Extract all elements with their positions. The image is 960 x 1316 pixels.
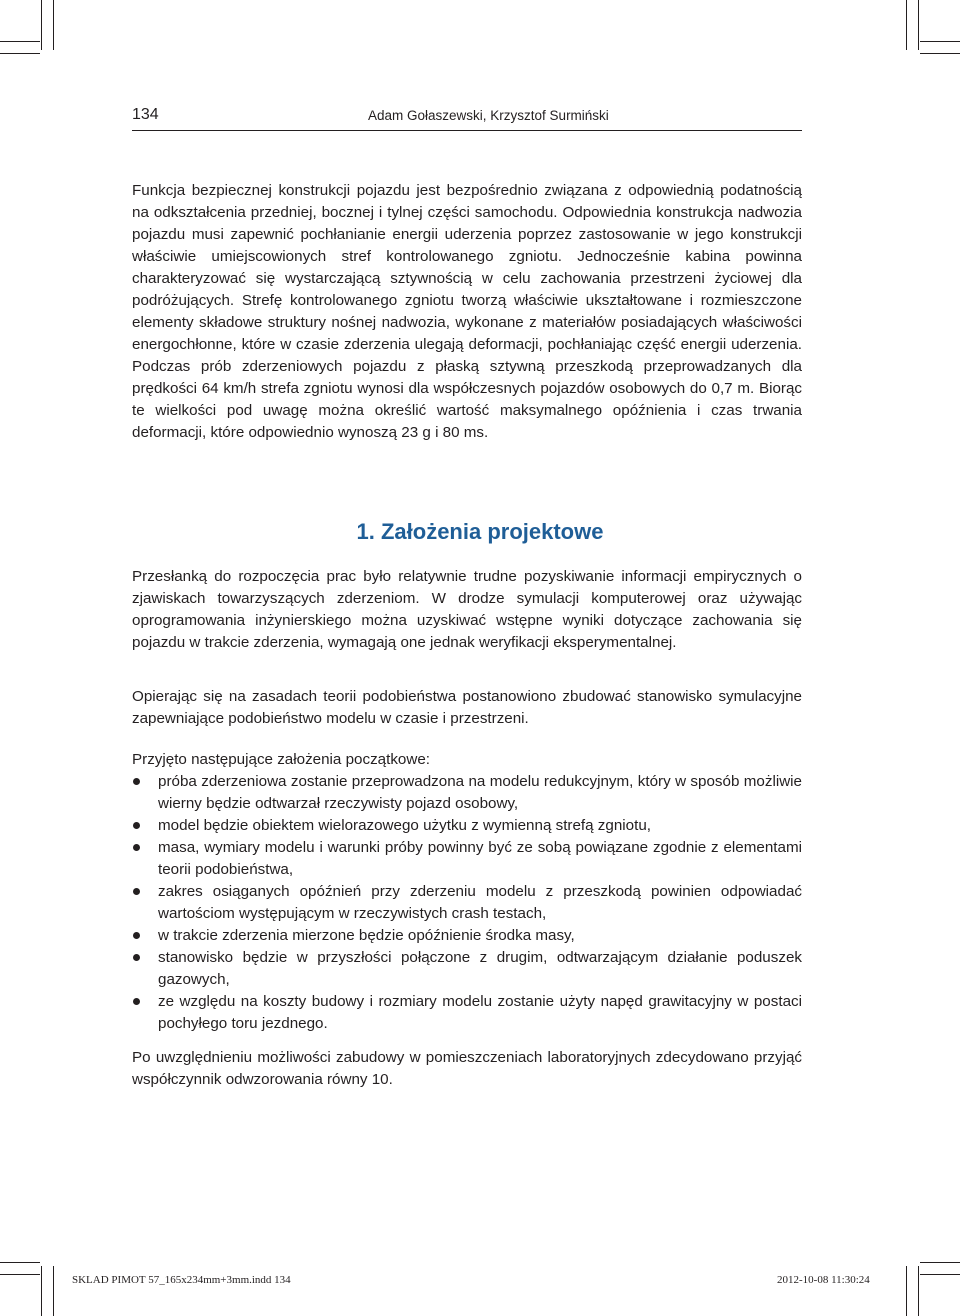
crop-mark	[0, 1262, 40, 1263]
list-item-text: model będzie obiektem wielorazowego użytku z wymienną strefą zgniotu,	[158, 817, 652, 834]
list-item	[132, 947, 802, 991]
bullet-icon	[133, 822, 140, 829]
crop-mark	[906, 1266, 907, 1316]
section-paragraph-3: Po uwzględnieniu możliwości zabudowy w pomieszczeniach laboratoryjnych zdecydowano przyjąć współczynnik odwzorowania równy 10.	[132, 1049, 802, 1088]
list-item	[132, 881, 802, 925]
list-item-text: w trakcie zderzenia mierzone będzie opóźnienie środka masy,	[158, 927, 575, 944]
crop-mark	[920, 1274, 960, 1275]
list-item-text: ze względu na koszty budowy i rozmiary modelu zostanie użyty napęd grawitacyjny w postaci pochyłego toru jezdnego.	[158, 993, 802, 1032]
crop-mark	[0, 1274, 40, 1275]
section-heading: 1. Założenia projektowe	[356, 519, 604, 544]
crop-mark	[918, 0, 919, 50]
bullet-icon	[133, 954, 140, 961]
crop-mark	[920, 1262, 960, 1263]
bullet-icon	[133, 888, 140, 895]
section-paragraph-1: Przesłanką do rozpoczęcia prac było relatywnie trudne pozyskiwanie informacji empirycznych o zjawiskach towarzyszących zderzeniom. W drodze symulacji komputerowej oraz używając oprogramowania inżynierskiego można uzyskiwać wstępne wyniki dotyczące zachowania się pojazdu w trakcie zderzenia, wymagają one jednak weryfikacji eksperymentalnej.	[132, 568, 802, 651]
crop-mark	[0, 53, 40, 54]
assumptions-intro: Przyjęto następujące założenia początkowe:	[132, 751, 431, 768]
crop-mark	[920, 53, 960, 54]
bullet-icon	[133, 844, 140, 851]
section-paragraph-2: Opierając się na zasadach teorii podobieństwa postanowiono zbudować stanowisko symulacyjne zapewniające podobieństwo modelu w czasie i przestrzeni.	[132, 688, 802, 727]
list-item-text: próba zderzeniowa zostanie przeprowadzona na modelu redukcyjnym, który w sposób możliwie wierny będzie odtwarzał rzeczywisty pojazd osobowy,	[158, 773, 802, 812]
slug-filename: SKLAD PIMOT 57_165x234mm+3mm.indd 134	[72, 1274, 291, 1286]
list-item	[132, 837, 802, 881]
page-number: 134	[132, 106, 159, 123]
list-item-text: stanowisko będzie w przyszłości połączone z drugim, odtwarzającym działanie poduszek gazowych,	[158, 949, 802, 988]
list-item	[132, 925, 802, 947]
list-item-text: masa, wymiary modelu i warunki próby powinny być ze sobą powiązane zgodnie z elementami teorii podobieństwa,	[158, 839, 802, 878]
crop-mark	[920, 41, 960, 42]
crop-mark	[906, 0, 907, 50]
intro-paragraph: Funkcja bezpiecznej konstrukcji pojazdu jest bezpośrednio związana z odpowiednią podatnością na odkształcenia przedniej, bocznej i tylnej części samochodu. Odpowiednia konstrukcja nadwozia pojazdu musi zapewnić pochłanianie energii uderzenia poprzez zastosowanie w jego konstrukcji właściwie umiejscowionych stref kontrolowanego zgniotu. Jednocześnie kabina powinna charakteryzować się wystarczającą sztywnością w celu zachowania przestrzeni życiowej dla podróżujących. Strefę kontrolowanego zgniotu tworzą właściwie ukształtowane i rozmieszczone elementy składowe struktury nośnej nadwozia, wykonane z materiałów posiadających właściwości energochłonne, które w czasie zderzenia ulegają deformacji, pochłaniając część energii uderzenia. Podczas prób zderzeniowych pojazdu z płaską sztywną przeszkodą przeprowadzanych dla prędkości 64 km/h strefa zgniotu wynosi dla współczesnych pojazdów osobowych do 0,7 m. Biorąc te wielkości pod uwagę można określić wartość maksymalnego opóźnienia i czas trwania deformacji, które odpowiednio wynoszą 23 g i 80 ms.	[132, 182, 802, 441]
bullet-icon	[133, 998, 140, 1005]
authors: Adam Gołaszewski, Krzysztof Surmiński	[368, 108, 609, 123]
bullet-icon	[133, 778, 140, 785]
crop-mark	[918, 1266, 919, 1316]
slug-datetime: 2012-10-08 11:30:24	[777, 1274, 870, 1286]
assumptions-list	[132, 771, 802, 1035]
bullet-icon	[133, 932, 140, 939]
crop-mark	[53, 1266, 54, 1316]
list-item	[132, 991, 802, 1035]
list-item-text: zakres osiąganych opóźnień przy zderzeniu modelu z przeszkodą powinien odpowiadać wartościom występującym w rzeczywistych crash testach,	[158, 883, 802, 922]
crop-mark	[41, 1266, 42, 1316]
crop-mark	[53, 0, 54, 50]
running-header	[132, 104, 802, 131]
list-item	[132, 771, 802, 815]
list-item	[132, 815, 802, 837]
crop-mark	[41, 0, 42, 50]
crop-mark	[0, 41, 40, 42]
